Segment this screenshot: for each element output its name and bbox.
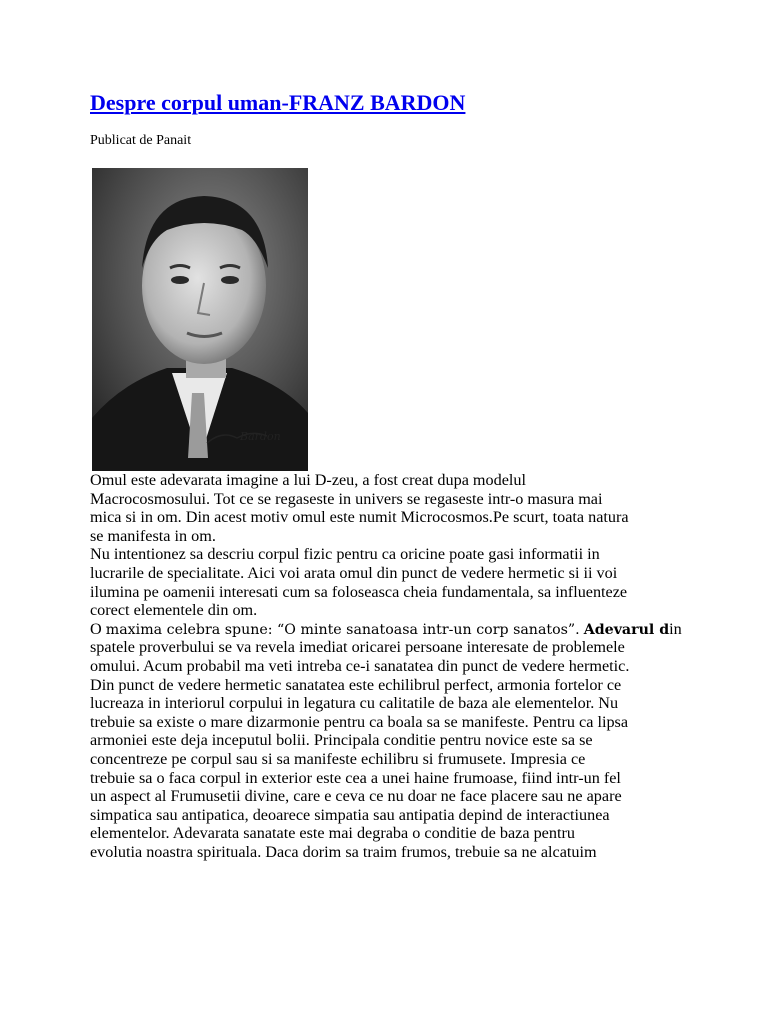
portrait-signature: Bardon — [240, 430, 281, 443]
paragraph-3-line: trebuie sa existe o mare dizarmonie pentru ca boala sa se manifeste. Pentru ca lipsa — [90, 712, 629, 731]
paragraph-3-line: omului. Acum probabil ma veti intreba ce-i sanatatea din punct de vedere hermetic. — [90, 656, 630, 675]
paragraph-3-line: armoniei este deja inceputul bolii. Principala conditie pentru novice este sa se — [90, 731, 593, 750]
quote-text: maxima celebra spune: “O minte sanatoasa intr-un corp sanatos”. — [105, 621, 580, 638]
quote-bold-text: Adevarul d — [583, 621, 670, 638]
paragraph-1-line: mica si in om. Din acest motiv omul este numit Microcosmos.Pe scurt, toata natura — [90, 508, 629, 527]
paragraph-3-line: lucreaza in interiorul corpului in legatura cu calitatile de baza ale elementelor. Nu — [90, 694, 619, 713]
paragraph-2-line: corect elementele din om. — [90, 601, 258, 620]
paragraph-2-line: lucrarile de specialitate. Aici voi arata omul din punct de vedere hermetic si ii voi — [90, 563, 618, 582]
quote-tail: in — [669, 619, 682, 638]
quote-lead: O — [90, 619, 102, 638]
paragraph-3-line: trebuie sa o faca corpul in exterior este cea a unei haine frumoase, fiind intr-un fel — [90, 768, 621, 787]
paragraph-3-line: simpatica sau antipatica, deoarece simpatia sau antipatia depind de interactiunea — [90, 805, 610, 824]
portrait-illustration — [92, 168, 308, 471]
paragraph-3-line: spatele proverbului se va revela imediat oricarei persoane interesate de problemele — [90, 638, 625, 657]
paragraph-3-line: elementelor. Adevarata sanatate este mai degraba o conditie de baza pentru — [90, 824, 575, 843]
paragraph-3-line: evolutia noastra spirituala. Daca dorim sa traim frumos, trebuie sa ne alcatuim — [90, 842, 597, 861]
paragraph-1-line: Macrocosmosului. Tot ce se regaseste in univers se regaseste intr-o masura mai — [90, 489, 603, 508]
paragraph-2-line: ilumina pe oamenii interesati cum sa foloseasca cheia fundamentala, sa influenteze — [90, 582, 628, 601]
paragraph-3-line: concentreze pe corpul sau si sa manifeste echilibru si frumusete. Impresia ce — [90, 749, 586, 768]
author-byline: Publicat de Panait — [90, 133, 192, 148]
paragraph-3-line: Din punct de vedere hermetic sanatatea este echilibrul perfect, armonia fortelor ce — [90, 675, 622, 694]
paragraph-3-first-line — [90, 620, 690, 639]
page-title-link[interactable]: Despre corpul uman-FRANZ BARDON — [90, 90, 466, 115]
paragraph-2-line: Nu intentionez sa descriu corpul fizic pentru ca oricine poate gasi informatii in — [90, 545, 600, 564]
article-body — [90, 471, 690, 861]
paragraph-3-line: un aspect al Frumusetii divine, care e ceva ce nu doar ne face placere sau ne apare — [90, 787, 622, 806]
paragraph-1-line: Omul este adevarata imagine a lui D-zeu, a fost creat dupa modelul — [90, 471, 526, 489]
author-portrait-photo — [92, 168, 308, 471]
paragraph-1-line: se manifesta in om. — [90, 526, 216, 545]
